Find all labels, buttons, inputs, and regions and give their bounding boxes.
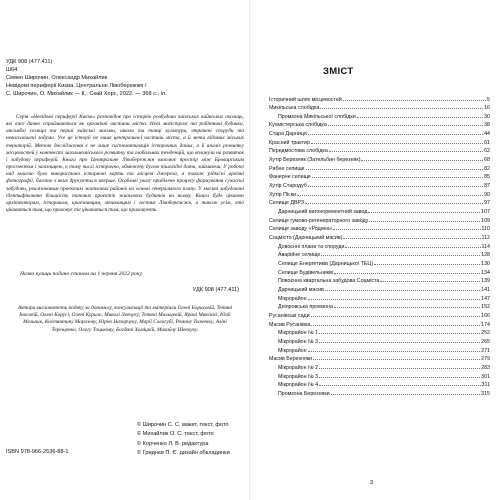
toc-leader-dots: [321, 250, 480, 257]
catalog-line: С. Широчин, О. Михайлик — К.: Скай Хорс, 2022. — 368 с., іл.: [6, 91, 167, 97]
toc-leader-dots: [308, 181, 483, 188]
toc-entry-title: Історичний шлях місцевостей: [269, 96, 342, 103]
toc-entry-title: Промзона Березняки: [278, 390, 330, 397]
toc-entry-title: Соцмісто (Дарницький масив): [269, 235, 343, 241]
toc-entry-title: Мікрорайон: [278, 347, 307, 354]
toc-entry-page: 134: [481, 269, 490, 276]
toc-entry-title: Масив Русанівка: [269, 321, 311, 328]
toc-leader-dots: [331, 388, 481, 395]
toc-entry: [269, 267, 490, 276]
toc-leader-dots: [311, 137, 483, 144]
toc-entry-page: 38: [484, 122, 490, 129]
toc-entry-page: 82: [484, 165, 490, 172]
toc-entry-page: 166: [481, 312, 490, 319]
toc-leader-dots: [319, 336, 480, 343]
toc-entry-title: Мікрорайон № 3: [278, 338, 319, 345]
toc-entry-title: Мікрорайон № 2: [278, 364, 319, 371]
toc-entry: [269, 380, 490, 389]
toc-entry-title: Селище гумово-регенераторного заводу: [269, 217, 369, 224]
toc-leader-dots: [311, 319, 480, 326]
toc-entry-page: 114: [481, 243, 490, 250]
toc-entry-title: Хутір Стародуб: [269, 183, 307, 190]
toc-entry-title: Мікрорайон № 1: [278, 330, 319, 337]
toc-entry: [269, 250, 490, 259]
toc-entry: [269, 181, 490, 190]
toc-entry: [269, 328, 490, 337]
acknowledgements: Автори висловлюють подяку за допомогу, консультації та матеріали Олені Борисовій, Тетяні Іносовій, Олені Корусі, Олені Курило, Миколі Левчуку, Тетяні Мальцевій, Ярині Максюхі, Юлії Мельник, Костянтину Морозову, Юрію Назарчуку, Марії Сологубі, Роману Ткаченку, Аліні Терещенко, Олегу Тоцькому, Богдані Хоміцкій, Михайлу Шевчуку.: [17, 305, 233, 333]
toc-entry: [269, 189, 490, 198]
isbn: ISBN 978-966-2536-88-1: [6, 449, 69, 455]
catalog-line: Ш64: [6, 67, 18, 73]
catalog-line: Невідомі периферії Києва. Центральне Лівобережжя /: [6, 83, 147, 89]
toc-entry-title: Русанівські сади: [269, 312, 310, 319]
toc-leader-dots: [333, 224, 480, 231]
toc-entry: [269, 362, 490, 371]
toc-entry-title: Хутір Піски: [269, 191, 296, 198]
toc-entry-page: 30: [484, 113, 490, 120]
toc-entry-title: Селище Енергетиків (Дарницької ТЕЦ): [278, 260, 374, 267]
toc-leader-dots: [297, 189, 483, 196]
toc-entry: [269, 163, 490, 172]
toc-entry-title: Мікрорайон № 4: [278, 382, 319, 389]
toc-entry-page: 109: [481, 217, 490, 224]
toc-entry-title: Селище ДВРЗ: [269, 200, 305, 207]
toc-entry: [269, 293, 490, 302]
toc-entry: [269, 129, 490, 138]
toc-entry: [269, 354, 490, 363]
toc-leader-dots: [320, 103, 483, 110]
copyright-line: © Михайлик О. С. текст, фото: [137, 431, 214, 438]
toc-entry-page: 85: [484, 174, 490, 181]
toc-entry-page: 265: [481, 338, 490, 345]
toc-entry-page: 152: [481, 304, 490, 311]
catalog-line: Семен Широчин, Олександр Михайлик: [6, 75, 108, 81]
toc-leader-dots: [313, 354, 480, 361]
toc-entry-title: Повоєнна квартальна забудова Соцміста: [278, 278, 380, 285]
toc-entry: [269, 198, 490, 207]
toc-leader-dots: [343, 94, 486, 101]
toc-leader-dots: [319, 371, 480, 378]
copyright-line: © Корченко Л. В. редактура: [137, 440, 209, 447]
toc-entry: [269, 319, 490, 328]
toc-entry-page: 68: [484, 157, 490, 164]
toc-entry-title: Промзона Микільської слобідки: [278, 113, 356, 120]
toc-entry: [269, 137, 490, 146]
toc-entry-page: 311: [481, 382, 490, 389]
toc-leader-dots: [334, 302, 480, 309]
toc-entry-page: 283: [481, 364, 490, 371]
toc-entry-page: 110: [481, 226, 490, 233]
toc-entry-page: 315: [481, 390, 490, 397]
toc-entry: [269, 336, 490, 345]
toc-entry-page: 128: [481, 252, 490, 259]
toc-entry: [269, 207, 490, 216]
toc-entry: [269, 215, 490, 224]
toc-entry-title: Кухмістерська слобідка: [269, 122, 327, 129]
toc-entry-page: 5: [487, 96, 490, 103]
toc-entry-page: 147: [481, 295, 490, 302]
toc-title: ЗМІСТ: [323, 66, 354, 77]
annotation-text: Серія «Невідомі периферії Києва» розповідає про історію розбудови київських кийвських околиць, які вже давно сприймаються як органічні частини міста. Нові магістралі та робітничі будинки, ансамблі селища та перші київські масиви, школи та танці культури, втрачені споруди та невиголошені задуми. Усе це історії не лише центральної частини міста, а й менш відомих міських територій. Метою дослідження є не лише систематизація історичних даних, а й аналіз розвитку місцевостей у контексті загальноміського розвитку та глобальних тенденцій, що вплинули на розвиток і забудову периферій. Книга про Центральне Лівобережжя охоплює простір між Броварським проспектом і залізницею, в тому числі історично, обмежену дугою пішохідні дати, займаючи. У роботі над книгою було використано історичні карти та місцеві джерела, а також рідкісні архівні фотографії, багато з яких друкуються вперше. Особливі увагу приділено процесу формування сучасної забудови, реалізованим проєктам житлових районів на основі генерального плану. У масиві забудовані ідентифіковано більшість типових проєктів житлових будинків на ньому. Книга буде цікавою архітекторам, історикам, краєзнавцям, мешканцям і гостям Лівобережжя, а також усім, хто цікавиться тим, що приховує та цікавиться тим, що приховують.: [6, 114, 244, 214]
toc-entry-page: 107: [481, 209, 490, 216]
toc-entry-title: Стара Дарниця: [269, 131, 307, 138]
toc-entry-title: Микільська слобідка: [269, 105, 320, 112]
toc-leader-dots: [308, 293, 481, 300]
toc-leader-dots: [361, 155, 483, 162]
toc-entry: [269, 258, 490, 267]
toc-entry-title: Рибне селище: [269, 165, 305, 172]
copyright-block: [137, 421, 230, 458]
toc-entry-title: Фанерне селище: [269, 174, 311, 181]
toc-leader-dots: [306, 163, 484, 170]
toc-leader-dots: [311, 310, 481, 317]
toc-entry: [269, 233, 490, 242]
udk-code: УДК 908 (477.411): [192, 287, 239, 293]
toc-entry-title: Довоєнні плани та споруди: [278, 243, 345, 250]
toc-leader-dots: [319, 328, 480, 335]
toc-entry: [269, 302, 490, 311]
copyright-line: © Широчин С. С. макет, текст, фото: [137, 422, 229, 428]
toc-entry-page: 301: [481, 373, 490, 380]
toc-entry-page: 271: [481, 347, 490, 354]
toc-entry-page: 174: [481, 321, 490, 328]
toc-entry: [269, 345, 490, 354]
toc-entry-page: 139: [481, 278, 490, 285]
toc-entry-title: Дарницький вагоноремонтний завод: [278, 209, 368, 216]
toc-entry-page: 130: [481, 260, 490, 267]
toc-entry: [269, 241, 490, 250]
catalog-line: УДК 908 (477.411): [6, 59, 53, 65]
toc-entry-page: 44: [484, 131, 490, 138]
toc-entry: [269, 310, 490, 319]
toc-leader-dots: [374, 258, 480, 265]
toc-entry-title: Аварійне селище: [278, 252, 321, 259]
toc-entry-title: Красний трактир: [269, 139, 310, 146]
toc-entry: [269, 388, 490, 397]
toc-entry-page: 62: [484, 148, 490, 155]
toc-entry-title: Масив Березняки: [269, 356, 313, 363]
toc-leader-dots: [305, 198, 483, 205]
toc-entry-page: 141: [481, 286, 490, 293]
toc-entry: [269, 111, 490, 120]
toc-entry-title: Дарницький масив: [278, 286, 324, 293]
toc-leader-dots: [328, 120, 483, 127]
toc-entry: [269, 146, 490, 155]
toc-leader-dots: [334, 267, 480, 274]
toc-entry-page: 112: [481, 235, 490, 241]
toc-entry-title: Передмостова слобідка: [269, 148, 328, 155]
toc-entry-page: 16: [484, 105, 490, 112]
toc-leader-dots: [308, 129, 483, 136]
table-of-contents: [269, 94, 490, 397]
toc-leader-dots: [357, 111, 483, 118]
toc-entry: [269, 371, 490, 380]
copyright-line: © Гриднєв П. Є. дизайн обкладинки: [137, 449, 230, 456]
toc-entry-page: 87: [484, 183, 490, 190]
toc-entry-page: 252: [481, 330, 490, 337]
toc-entry-page: 90: [484, 191, 490, 198]
toc-entry-page: 61: [484, 139, 490, 146]
toc-leader-dots: [343, 233, 480, 240]
toc-entry: [269, 276, 490, 285]
toc-entry-title: Селище заводу «Родина»: [269, 226, 333, 233]
toc-leader-dots: [319, 362, 480, 369]
toc-entry: [269, 155, 490, 164]
toc-entry-page: 279: [481, 356, 490, 363]
toc-entry-title: Селище Будівельників: [278, 269, 334, 276]
toc-leader-dots: [380, 276, 480, 283]
toc-entry: [269, 103, 490, 112]
right-page: [251, 0, 500, 500]
left-page: [0, 0, 249, 500]
page-number: 3: [370, 480, 374, 486]
toc-leader-dots: [369, 215, 480, 222]
catalog-block: [6, 58, 167, 98]
toc-leader-dots: [329, 146, 483, 153]
toc-entry-page: 97: [484, 200, 490, 207]
toc-entry-title: Мікрорайон № 3: [278, 373, 319, 380]
toc-entry: [269, 172, 490, 181]
toc-entry-title: Мікрорайон: [278, 295, 307, 302]
toc-leader-dots: [345, 241, 480, 248]
toc-leader-dots: [319, 380, 480, 387]
toc-leader-dots: [368, 207, 480, 214]
toc-entry: [269, 284, 490, 293]
street-names-date: Назва кулиць подано станом на 1 червня 2022 року.: [20, 271, 144, 277]
toc-entry: [269, 120, 490, 129]
toc-leader-dots: [312, 172, 483, 179]
toc-entry: [269, 224, 490, 233]
toc-entry-title: Хутір Березняк (Зательбин березняк): [269, 157, 361, 164]
toc-entry-title: Дніпровська промзона: [278, 304, 333, 311]
toc-entry: [269, 94, 490, 103]
toc-leader-dots: [308, 345, 481, 352]
toc-leader-dots: [325, 284, 480, 291]
